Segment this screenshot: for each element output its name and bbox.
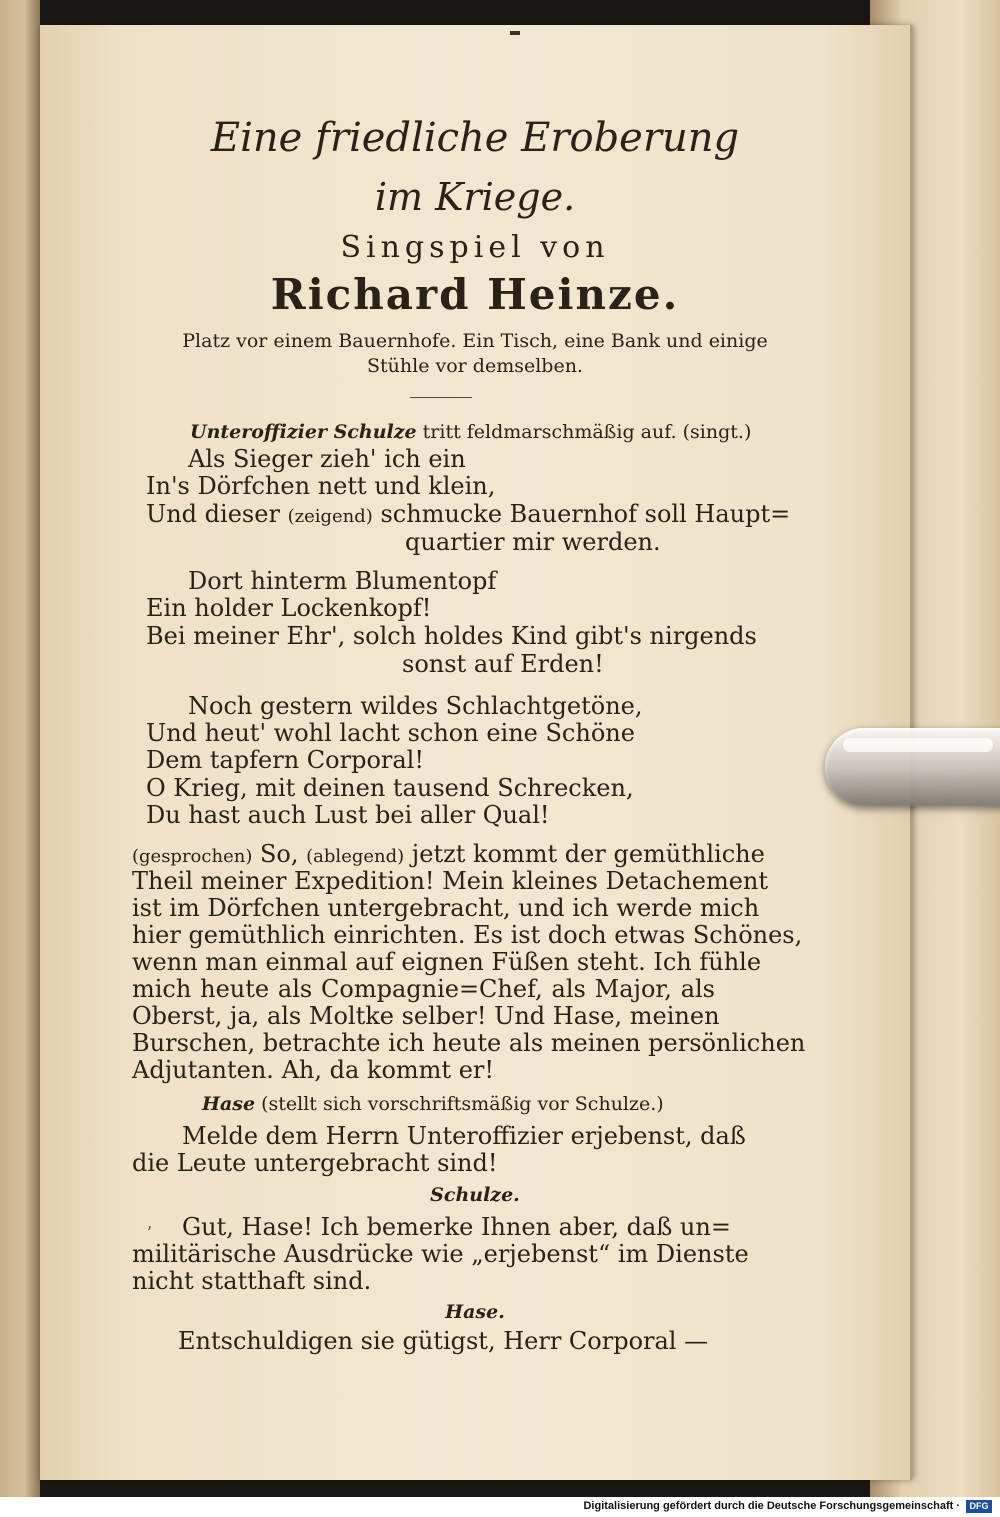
prose-line: ist im Dörfchen untergebracht, und ich werde mich bbox=[132, 894, 760, 922]
subtitle-singspiel: Singspiel von bbox=[340, 230, 610, 265]
speaker-name: Unteroffizier Schulze bbox=[190, 421, 417, 443]
prose-line: Entschuldigen sie gütigst, Herr Corporal — bbox=[178, 1327, 709, 1355]
speech-1-heading bbox=[190, 421, 751, 443]
prose-line: mich heute als Compagnie=Chef, als Major, als bbox=[132, 975, 715, 1003]
prose-line: wenn man einmal auf eignen Füßen steht. Ich fühle bbox=[132, 948, 762, 976]
song-line: Dort hinterm Blumentopf bbox=[188, 567, 497, 595]
song-line: In's Dörfchen nett und klein, bbox=[146, 472, 496, 500]
dfg-logo-icon: DFG bbox=[966, 1500, 992, 1513]
speaker-name: Schulze. bbox=[430, 1184, 520, 1206]
stage-direction: (gesprochen) bbox=[132, 846, 253, 867]
song-line: sonst auf Erden! bbox=[402, 650, 604, 678]
speaker-name: Hase. bbox=[445, 1301, 505, 1323]
stage-direction: (ablegend) bbox=[306, 846, 405, 867]
prose-line: Gut, Hase! Ich bemerke Ihnen aber, daß un= bbox=[182, 1213, 731, 1241]
song-line: Du hast auch Lust bei aller Qual! bbox=[146, 801, 550, 829]
song-line: O Krieg, mit deinen tausend Schrecken, bbox=[146, 774, 634, 802]
prose-line bbox=[132, 840, 765, 868]
stage-direction: (stellt sich vorschriftsmäßig vor Schulze.) bbox=[261, 1093, 664, 1115]
title-line-1: Eine friedliche Eroberung bbox=[210, 115, 740, 161]
prose-line: militärische Ausdrücke wie „erjebenst“ im Dienste bbox=[132, 1240, 749, 1268]
divider-rule bbox=[410, 397, 472, 398]
page-content bbox=[40, 25, 910, 1480]
prose-line: Oberst, ja, als Moltke selber! Und Hase, meinen bbox=[132, 1002, 720, 1030]
glass-page-weight bbox=[825, 728, 1000, 806]
left-page-edge bbox=[0, 0, 40, 1497]
prose-line: Theil meiner Expedition! Mein kleines Detachement bbox=[132, 867, 769, 895]
speech-4-heading bbox=[40, 1301, 910, 1323]
glass-highlight bbox=[843, 738, 993, 752]
scene-description-line-2: Stühle vor demselben. bbox=[367, 355, 583, 377]
song-line: Noch gestern wildes Schlachtgetöne, bbox=[188, 692, 643, 720]
margin-mark: ʼ bbox=[146, 1223, 152, 1244]
prose-line: Burschen, betrachte ich heute als meinen persönlichen bbox=[132, 1029, 806, 1057]
footer-bar bbox=[0, 1497, 1000, 1517]
song-line: Ein holder Lockenkopf! bbox=[146, 594, 432, 622]
song-line: Bei meiner Ehr', solch holdes Kind gibt's nirgends bbox=[146, 622, 757, 650]
stage-direction: (zeigend) bbox=[287, 506, 373, 527]
funding-credit: Digitalisierung gefördert durch die Deutsche Forschungsgemeinschaft · bbox=[583, 1500, 960, 1512]
prose-line: hier gemüthlich einrichten. Es ist doch etwas Schönes, bbox=[132, 921, 803, 949]
song-line bbox=[146, 500, 790, 528]
song-line: Und heut' wohl lacht schon eine Schöne bbox=[146, 719, 635, 747]
title-line-2: im Kriege. bbox=[374, 175, 576, 219]
prose-line: nicht statthaft sind. bbox=[132, 1267, 372, 1295]
song-line: Dem tapfern Corporal! bbox=[146, 746, 424, 774]
scene-description-line-1: Platz vor einem Bauernhofe. Ein Tisch, eine Bank und einige bbox=[182, 330, 768, 352]
song-line: quartier mir werden. bbox=[405, 528, 661, 556]
prose-text: jetzt kommt der gemüthliche bbox=[411, 840, 765, 868]
speech-3-heading bbox=[40, 1184, 910, 1206]
prose-line: die Leute untergebracht sind! bbox=[132, 1149, 498, 1177]
prose-text: So, bbox=[259, 840, 299, 868]
author-name: Richard Heinze. bbox=[270, 270, 680, 319]
prose-line: Adjutanten. Ah, da kommt er! bbox=[132, 1056, 495, 1084]
song-text: Und dieser bbox=[146, 500, 280, 528]
prose-line: Melde dem Herrn Unteroffizier erjebenst, daß bbox=[182, 1122, 746, 1150]
stage-direction: tritt feldmarschmäßig auf. (singt.) bbox=[422, 421, 752, 443]
song-text: schmucke Bauernhof soll Haupt= bbox=[380, 500, 791, 528]
speech-2-heading bbox=[202, 1093, 664, 1115]
song-line: Als Sieger zieh' ich ein bbox=[188, 445, 466, 473]
book-page bbox=[40, 25, 912, 1480]
speaker-name: Hase bbox=[202, 1093, 256, 1115]
